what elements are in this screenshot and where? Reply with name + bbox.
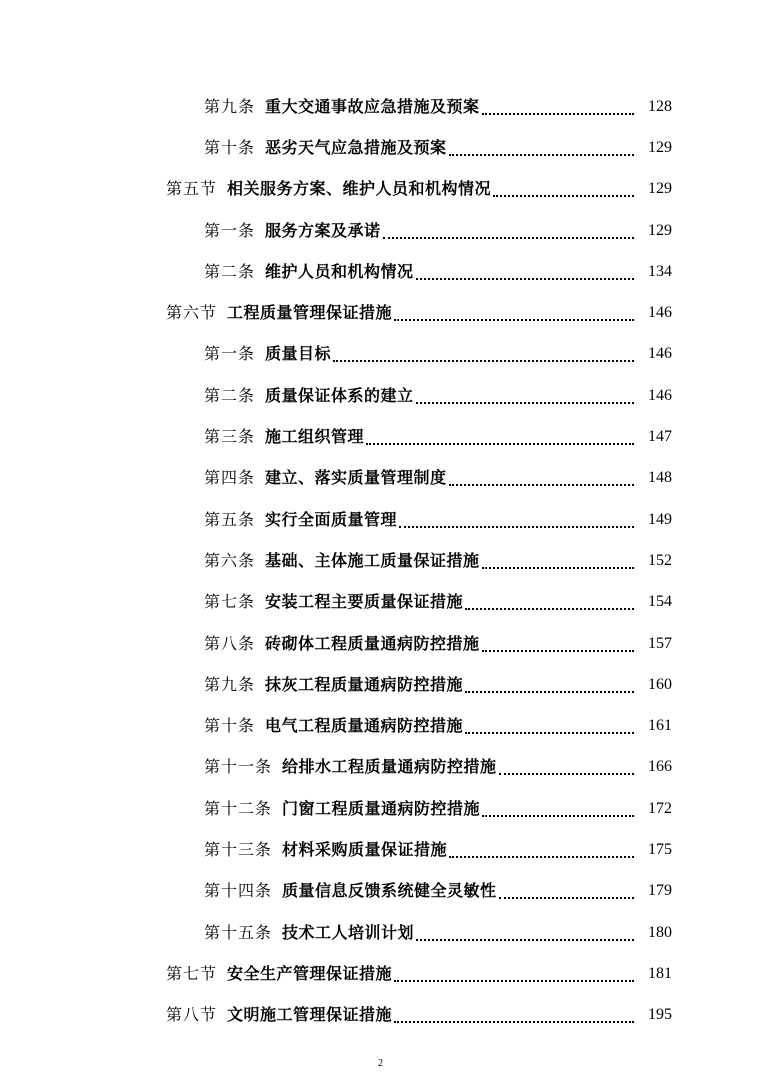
toc-entry-number: 第五条: [204, 509, 256, 529]
toc-entry-number: 第十三条: [204, 839, 273, 859]
toc-section-entry[interactable]: [0, 169, 761, 210]
dot-leader: [449, 856, 634, 858]
toc-entry-title: 门窗工程质量通病防控措施: [282, 798, 481, 818]
dot-leader: [465, 608, 634, 610]
toc-entry-title: 电气工程质量通病防控措施: [265, 716, 464, 736]
dot-leader: [333, 360, 634, 362]
dot-leader: [416, 402, 634, 404]
toc-entry-title: 维护人员和机构情况: [265, 261, 414, 281]
toc-entry-title: 服务方案及承诺: [265, 220, 381, 240]
toc-entry-title: 实行全面质量管理: [265, 509, 398, 529]
toc-entry-title: 重大交通事故应急措施及预案: [265, 96, 480, 116]
toc-entry-page: 148: [648, 469, 672, 487]
dot-leader: [394, 319, 634, 321]
toc-entry-number: 第八节: [166, 1005, 218, 1025]
toc-article-entry[interactable]: [0, 664, 761, 705]
toc-section-entry[interactable]: [0, 953, 761, 994]
toc-entry-title: 施工组织管理: [265, 427, 365, 447]
toc-entry-number: 第一条: [204, 344, 256, 364]
toc-entry-number: 第十二条: [204, 798, 273, 818]
dot-leader: [383, 237, 634, 239]
toc-entry-page: 129: [648, 221, 672, 239]
toc-entry-number: 第九条: [204, 674, 256, 694]
toc-entry-title: 相关服务方案、维护人员和机构情况: [227, 179, 492, 199]
toc-entry-title: 材料采购质量保证措施: [282, 839, 448, 859]
page-number: 2: [378, 1058, 383, 1069]
toc-article-entry[interactable]: [0, 747, 761, 788]
toc-article-entry[interactable]: [0, 416, 761, 457]
toc-article-entry[interactable]: [0, 871, 761, 912]
toc-entry-number: 第二条: [204, 261, 256, 281]
table-of-contents: [0, 86, 761, 1036]
toc-article-entry[interactable]: [0, 912, 761, 953]
toc-entry-page: 181: [648, 964, 672, 982]
toc-article-entry[interactable]: [0, 540, 761, 581]
toc-article-entry[interactable]: [0, 251, 761, 292]
toc-entry-page: 146: [648, 345, 672, 363]
dot-leader: [449, 154, 634, 156]
toc-entry-title: 给排水工程质量通病防控措施: [282, 757, 497, 777]
dot-leader: [499, 773, 634, 775]
toc-entry-number: 第十五条: [204, 922, 273, 942]
toc-entry-title: 工程质量管理保证措施: [227, 303, 393, 323]
toc-entry-number: 第五节: [166, 179, 218, 199]
toc-entry-page: 149: [648, 510, 672, 528]
toc-entry-title: 砖砌体工程质量通病防控措施: [265, 633, 480, 653]
toc-entry-title: 文明施工管理保证措施: [227, 1005, 393, 1025]
toc-entry-page: 129: [648, 180, 672, 198]
toc-entry-number: 第六条: [204, 550, 256, 570]
toc-article-entry[interactable]: [0, 623, 761, 664]
toc-entry-page: 157: [648, 634, 672, 652]
toc-article-entry[interactable]: [0, 829, 761, 870]
dot-leader: [366, 443, 634, 445]
toc-entry-page: 195: [648, 1006, 672, 1024]
dot-leader: [449, 484, 634, 486]
toc-entry-page: 172: [648, 799, 672, 817]
toc-section-entry[interactable]: [0, 292, 761, 333]
toc-entry-number: 第十条: [204, 716, 256, 736]
dot-leader: [416, 939, 634, 941]
toc-entry-number: 第六节: [166, 303, 218, 323]
toc-entry-page: 179: [648, 882, 672, 900]
toc-entry-title: 安全生产管理保证措施: [227, 963, 393, 983]
dot-leader: [465, 732, 634, 734]
dot-leader: [399, 526, 634, 528]
toc-section-entry[interactable]: [0, 995, 761, 1036]
toc-entry-title: 建立、落实质量管理制度: [265, 468, 447, 488]
toc-entry-title: 技术工人培训计划: [282, 922, 415, 942]
toc-entry-number: 第四条: [204, 468, 256, 488]
toc-entry-page: 175: [648, 840, 672, 858]
toc-article-entry[interactable]: [0, 705, 761, 746]
toc-entry-number: 第七条: [204, 592, 256, 612]
dot-leader: [482, 113, 634, 115]
dot-leader: [465, 691, 634, 693]
toc-entry-page: 180: [648, 923, 672, 941]
toc-entry-page: 166: [648, 758, 672, 776]
toc-entry-number: 第十四条: [204, 881, 273, 901]
dot-leader: [394, 980, 634, 982]
dot-leader: [416, 278, 634, 280]
toc-entry-title: 安装工程主要质量保证措施: [265, 592, 464, 612]
dot-leader: [499, 897, 634, 899]
toc-entry-title: 质量保证体系的建立: [265, 385, 414, 405]
toc-article-entry[interactable]: [0, 210, 761, 251]
toc-entry-page: 154: [648, 593, 672, 611]
dot-leader: [493, 195, 634, 197]
dot-leader: [482, 567, 634, 569]
toc-article-entry[interactable]: [0, 582, 761, 623]
toc-entry-number: 第一条: [204, 220, 256, 240]
toc-entry-title: 恶劣天气应急措施及预案: [265, 137, 447, 157]
toc-entry-title: 抹灰工程质量通病防控措施: [265, 674, 464, 694]
toc-article-entry[interactable]: [0, 458, 761, 499]
toc-entry-title: 质量信息反馈系统健全灵敏性: [282, 881, 497, 901]
toc-entry-number: 第二条: [204, 385, 256, 405]
toc-article-entry[interactable]: [0, 499, 761, 540]
toc-article-entry[interactable]: [0, 375, 761, 416]
toc-entry-page: 161: [648, 717, 672, 735]
dot-leader: [482, 815, 634, 817]
toc-entry-number: 第七节: [166, 963, 218, 983]
toc-article-entry[interactable]: [0, 334, 761, 375]
toc-entry-page: 146: [648, 304, 672, 322]
toc-entry-number: 第十条: [204, 137, 256, 157]
toc-entry-number: 第八条: [204, 633, 256, 653]
toc-entry-title: 质量目标: [265, 344, 332, 364]
toc-entry-page: 134: [648, 262, 672, 280]
dot-leader: [482, 650, 634, 652]
toc-entry-number: 第三条: [204, 427, 256, 447]
toc-article-entry[interactable]: [0, 788, 761, 829]
dot-leader: [394, 1021, 634, 1023]
toc-article-entry[interactable]: [0, 127, 761, 168]
toc-entry-number: 第九条: [204, 96, 256, 116]
toc-entry-page: 152: [648, 551, 672, 569]
toc-entry-title: 基础、主体施工质量保证措施: [265, 550, 480, 570]
toc-entry-page: 146: [648, 386, 672, 404]
toc-entry-page: 160: [648, 675, 672, 693]
toc-article-entry[interactable]: [0, 86, 761, 127]
toc-entry-page: 147: [648, 428, 672, 446]
toc-entry-page: 128: [648, 97, 672, 115]
toc-entry-page: 129: [648, 138, 672, 156]
toc-entry-number: 第十一条: [204, 757, 273, 777]
